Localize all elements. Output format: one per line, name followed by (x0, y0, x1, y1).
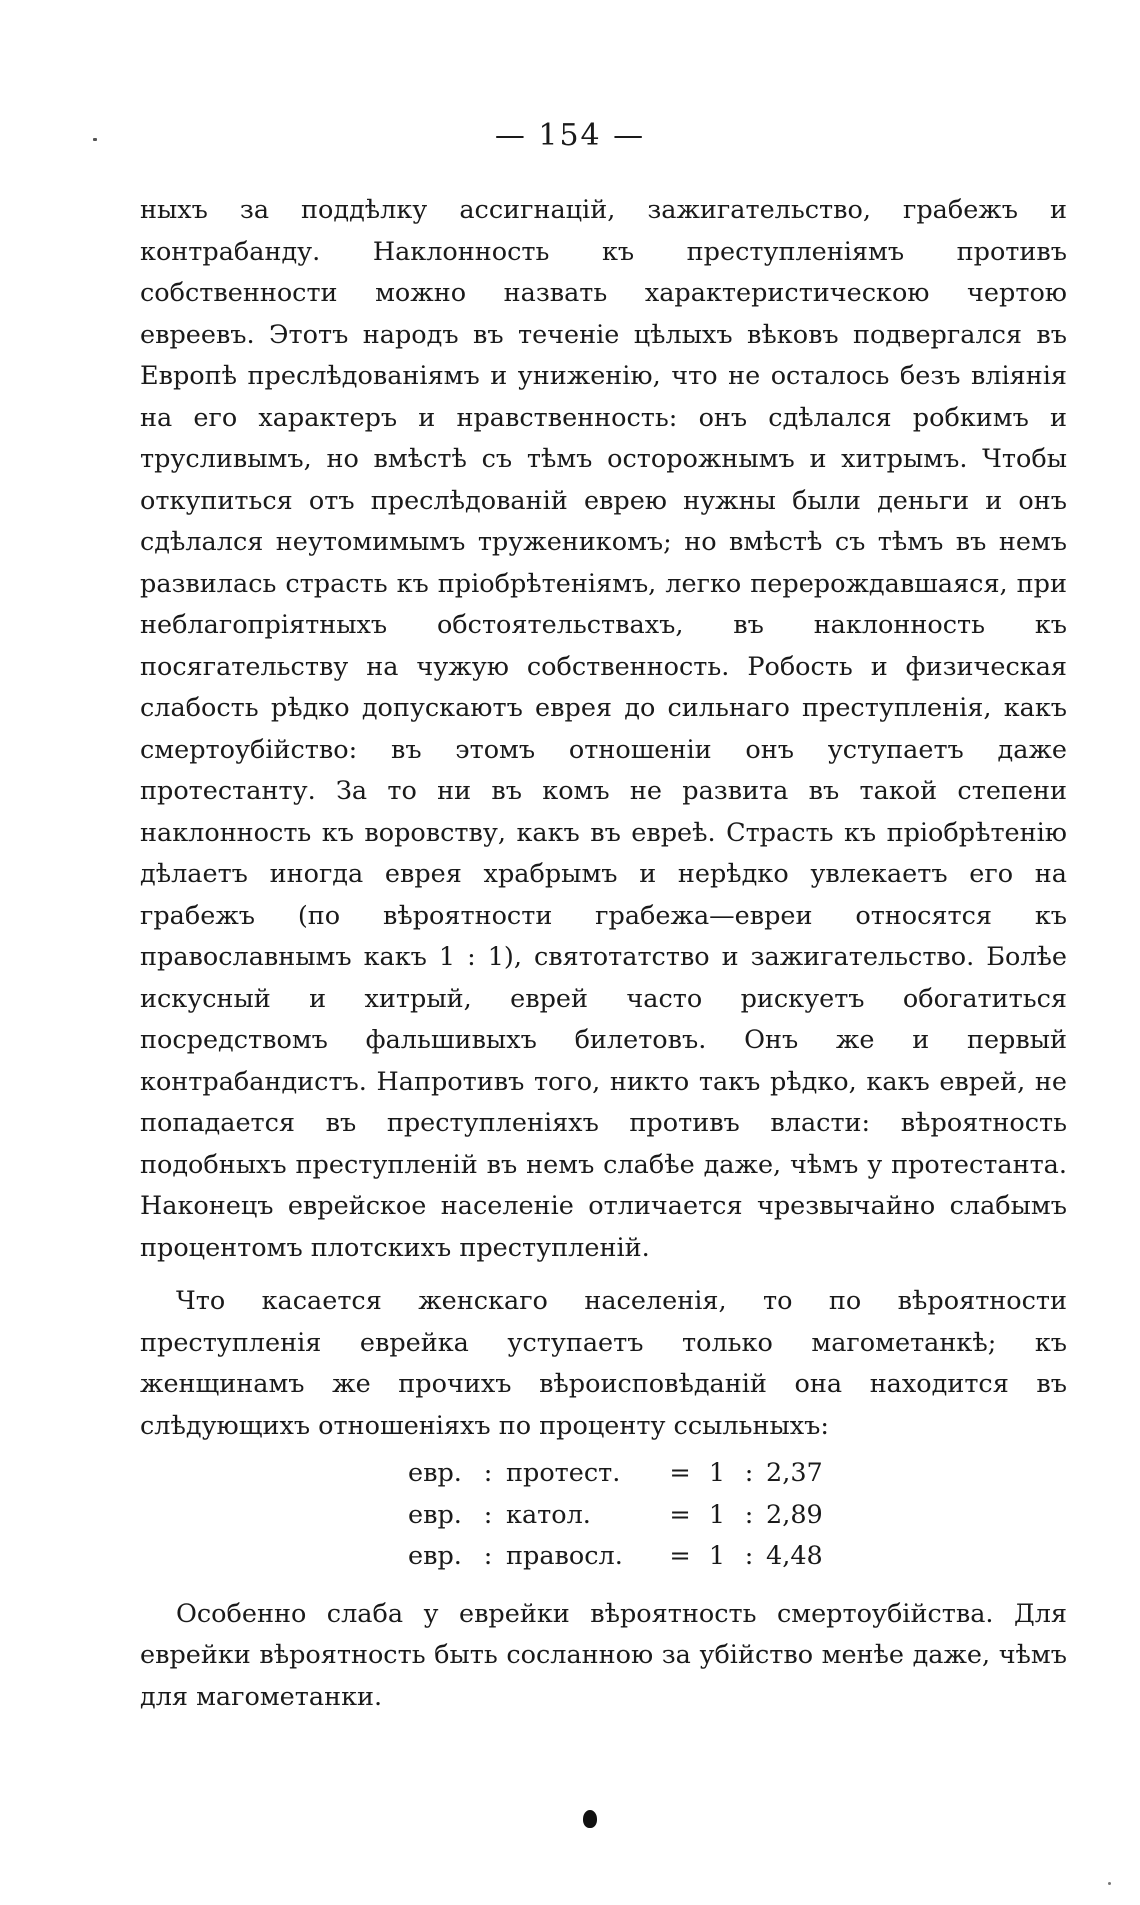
ink-blot-mark (583, 1810, 597, 1828)
ratio-colon: : (483, 1541, 493, 1571)
paragraph-3: Особенно слаба у еврейки вѣроятность смертоубійства. Для еврейки вѣроятность быть сосланною за убійство менѣе даже, чѣмъ для магометанки. (140, 1598, 1067, 1712)
corner-speck (1108, 1882, 1111, 1885)
paragraph-1: ныхъ за поддѣлку ассигнацій, зажигательство, грабежъ и контрабанду. Наклонность къ преступленіямъ противъ собственности можно назвать характеристическою чертою евреевъ. Этотъ народъ въ теченіе цѣлыхъ вѣковъ подвергался въ Европѣ преслѣдованіямъ и униженію, что не осталось безъ вліянія на его характеръ и нравственность: онъ сдѣлался робкимъ и трусливымъ, но вмѣстѣ съ тѣмъ осторожнымъ и хитрымъ. Чтобы откупиться отъ преслѣдованій еврею нужны были деньги и онъ сдѣлался неутомимымъ труженикомъ; но вмѣстѣ съ тѣмъ въ немъ развилась страсть къ пріобрѣтеніямъ, легко перерождавшаяся, при неблагопріятныхъ обстоятельствахъ, въ наклонность къ посягательству на чужую собственность. Робость и физическая слабость рѣдко допускаютъ еврея до сильнаго преступленія, какъ смертоубійство: въ этомъ отношеніи онъ уступаетъ даже протестанту. За то ни въ комъ не развита въ такой степени наклонность къ воровству, какъ въ евреѣ. Страсть къ пріобрѣтенію дѣлаетъ иногда еврея храбрымъ и нерѣдко увлекаетъ его на грабежъ (по вѣроятности грабежа—евреи относятся къ православнымъ какъ 1 : 1), святотатство и зажигательство. Болѣе искусный и хитрый, еврей часто рискуетъ обогатиться посредствомъ фальшивыхъ билетовъ. Онъ же и первый контрабандистъ. Напротивъ того, никто такъ рѣдко, какъ еврей, не попадается въ преступленіяхъ противъ власти: вѣроятность подобныхъ преступленій въ немъ слабѣе даже, чѣмъ у протестанта. Наконецъ еврейское населеніе отличается чрезвычайно слабымъ процентомъ плотскихъ преступленій. (140, 195, 1067, 1263)
ratio-one: 1 (708, 1458, 726, 1488)
ratio-colon: : (483, 1458, 493, 1488)
ratio-colon: : (744, 1541, 754, 1571)
ratio-one: 1 (708, 1499, 726, 1530)
ratio-numerator: евр. (408, 1541, 462, 1571)
ratio-numerator: евр. (408, 1499, 462, 1530)
paragraph-2: Что касается женскаго населенія, то по вѣроятности преступленія еврейка уступаетъ только магометанкѣ; къ женщинамъ же прочихъ вѣроисповѣданій она находится въ слѣдующихъ отношеніяхъ по проценту ссыльныхъ: (140, 1286, 1067, 1441)
page-body (140, 190, 1067, 1718)
page-number: — 154 — (494, 118, 646, 153)
ratio-row (408, 1453, 856, 1495)
ratio-numerator: евр. (408, 1458, 462, 1488)
ratio-colon: : (744, 1458, 754, 1488)
ratio-denominator: правосл. (506, 1541, 623, 1571)
ratio-equals: = (669, 1458, 691, 1488)
ratio-value: 4,48 (766, 1541, 823, 1571)
ratio-value: 2,89 (766, 1499, 823, 1530)
ratio-table (408, 1453, 856, 1578)
ratio-colon: : (744, 1499, 754, 1530)
ratio-row (408, 1495, 856, 1537)
ratio-row (408, 1536, 856, 1578)
ratio-value: 2,37 (766, 1458, 823, 1488)
ratio-colon: : (483, 1499, 493, 1530)
ratio-denominator: протест. (506, 1458, 621, 1488)
ratio-denominator: катол. (506, 1499, 591, 1530)
ratio-equals: = (669, 1541, 691, 1571)
ratio-equals: = (669, 1499, 691, 1530)
ratio-one: 1 (708, 1541, 726, 1571)
